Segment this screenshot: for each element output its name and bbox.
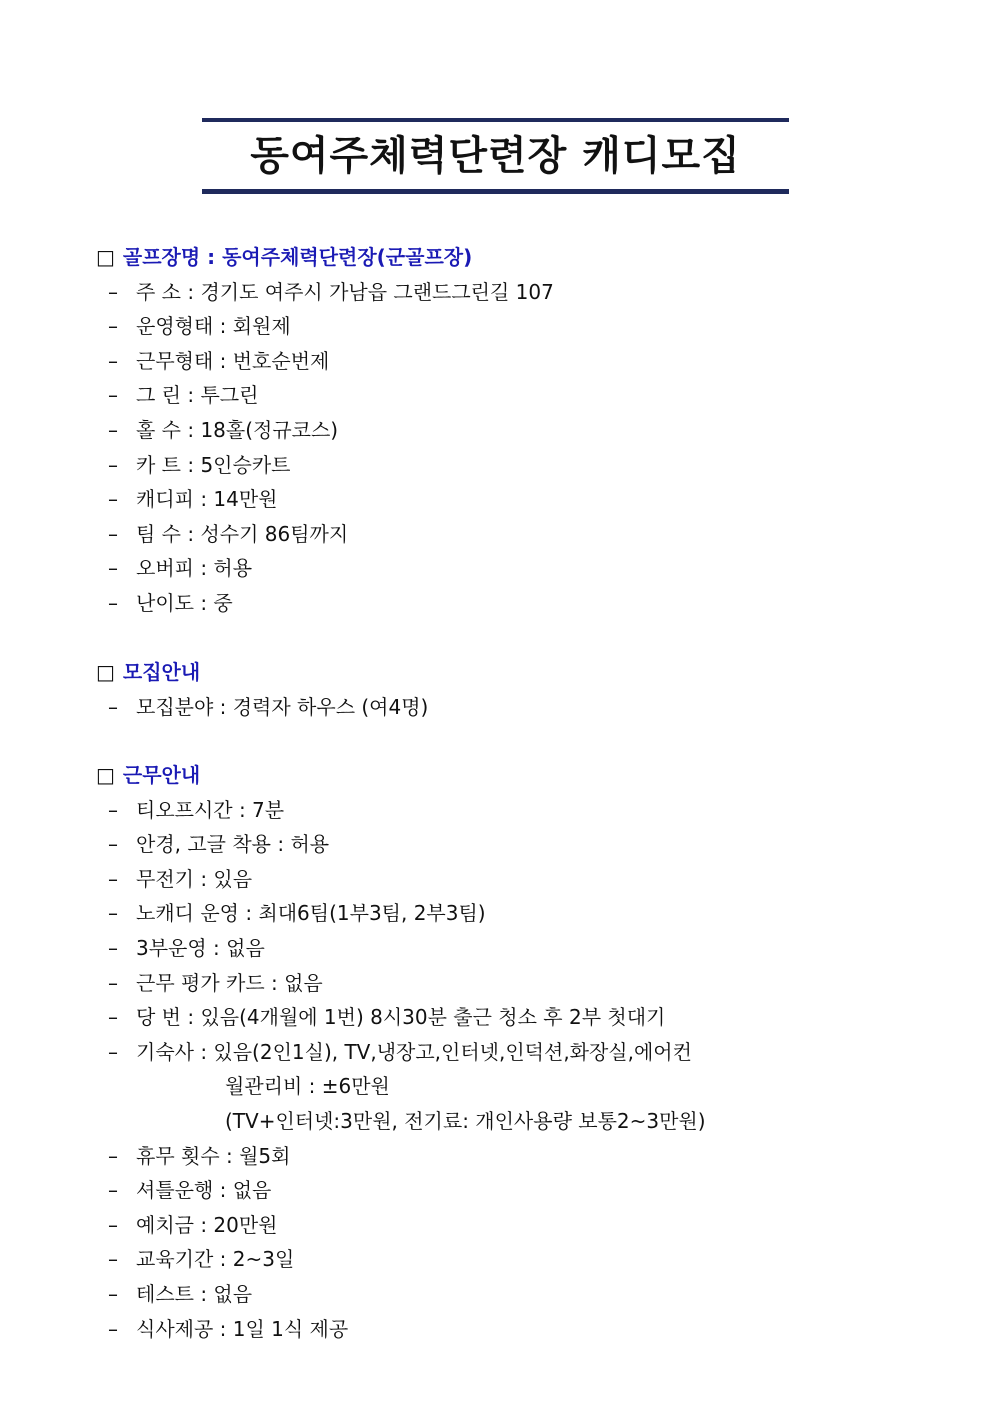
list-item-text: 예치금 : 20만원 xyxy=(136,1212,278,1237)
list-item xyxy=(96,896,896,931)
list-item-text: 운영형태 : 회원제 xyxy=(136,314,291,339)
dash-bullet-icon: – xyxy=(108,1247,118,1272)
list-item xyxy=(96,551,896,586)
list-item xyxy=(96,793,896,828)
list-item-text: 노캐디 운영 : 최대6팀(1부3팀, 2부3팀) xyxy=(136,901,486,926)
list-item xyxy=(96,1312,896,1347)
section-heading xyxy=(96,240,896,275)
list-item xyxy=(96,1000,896,1035)
dormitory-fee-detail-line: (TV+인터넷:3만원, 전기료: 개인사용량 보통2~3만원) xyxy=(225,1108,706,1133)
list-item xyxy=(96,1139,896,1174)
list-item-text: 테스트 : 없음 xyxy=(136,1281,253,1306)
list-item-text: 안경, 고글 착용 : 허용 xyxy=(136,832,330,857)
list-item xyxy=(96,275,896,310)
dash-bullet-icon: – xyxy=(108,866,118,891)
list-item xyxy=(96,482,896,517)
dormitory-fee-line: 월관리비 : ±6만원 xyxy=(225,1074,390,1099)
dash-bullet-icon: – xyxy=(108,452,118,477)
dash-bullet-icon: – xyxy=(108,1143,118,1168)
list-item-text: 그 린 : 투그린 xyxy=(136,383,259,408)
dash-bullet-icon: – xyxy=(108,832,118,857)
dash-bullet-icon: – xyxy=(108,590,118,615)
list-item xyxy=(96,413,896,448)
list-item xyxy=(96,1035,896,1070)
list-item xyxy=(96,378,896,413)
list-item-text: 팀 수 : 성수기 86팀까지 xyxy=(136,521,349,546)
dash-bullet-icon: – xyxy=(108,314,118,339)
section-heading xyxy=(96,655,896,690)
dash-bullet-icon: – xyxy=(108,970,118,995)
dash-bullet-icon: – xyxy=(108,417,118,442)
section-heading-text: 근무안내 xyxy=(122,763,201,787)
list-item-text: 주 소 : 경기도 여주시 가남읍 그랜드그린길 107 xyxy=(136,279,554,304)
list-item-text: 근무형태 : 번호순번제 xyxy=(136,348,330,373)
dash-bullet-icon: – xyxy=(108,1316,118,1341)
list-item-text: 난이도 : 중 xyxy=(136,590,233,615)
list-item xyxy=(96,827,896,862)
section-golf-course xyxy=(96,240,896,621)
section-heading-text: 모집안내 xyxy=(122,660,201,684)
dash-bullet-icon: – xyxy=(108,383,118,408)
dash-bullet-icon: – xyxy=(108,1178,118,1203)
list-item xyxy=(96,966,896,1001)
list-item-text: 무전기 : 있음 xyxy=(136,866,253,891)
section-work-info xyxy=(96,758,896,1346)
list-item-text: 당 번 : 있음(4개월에 1번) 8시30분 출근 청소 후 2부 첫대기 xyxy=(136,1005,666,1030)
title-bottom-rule xyxy=(202,189,789,194)
list-item xyxy=(96,862,896,897)
list-item-text: 기숙사 : 있음(2인1실), TV,냉장고,인터넷,인덕션,화장실,에어컨 xyxy=(136,1039,692,1064)
list-item xyxy=(96,309,896,344)
list-item-text: 티오프시간 : 7분 xyxy=(136,797,285,822)
list-item xyxy=(96,690,896,725)
list-item-text: 홀 수 : 18홀(정규코스) xyxy=(136,417,339,442)
title-top-rule xyxy=(202,118,789,122)
list-item xyxy=(96,448,896,483)
page-title: 동여주체력단련장 캐디모집 xyxy=(250,133,741,179)
list-item-text: 캐디피 : 14만원 xyxy=(136,487,278,512)
dash-bullet-icon: – xyxy=(108,1005,118,1030)
dash-bullet-icon: – xyxy=(108,1212,118,1237)
list-item-text: 오버피 : 허용 xyxy=(136,556,253,581)
section-heading-text: 골프장명 : 동여주체력단련장(군골프장) xyxy=(122,245,473,269)
list-item xyxy=(96,1277,896,1312)
dash-bullet-icon: – xyxy=(108,521,118,546)
list-item xyxy=(96,931,896,966)
checkbox-square-icon: □ xyxy=(96,245,115,269)
list-item-text: 카 트 : 5인승카트 xyxy=(136,452,291,477)
dash-bullet-icon: – xyxy=(108,556,118,581)
list-item-text: 식사제공 : 1일 1식 제공 xyxy=(136,1316,349,1341)
checkbox-square-icon: □ xyxy=(96,763,115,787)
dash-bullet-icon: – xyxy=(108,935,118,960)
dash-bullet-icon: – xyxy=(108,694,118,719)
dash-bullet-icon: – xyxy=(108,1039,118,1064)
list-item xyxy=(96,586,896,621)
list-item-text: 근무 평가 카드 : 없음 xyxy=(136,970,323,995)
dash-bullet-icon: – xyxy=(108,797,118,822)
title-block xyxy=(202,118,789,196)
list-item-text: 교육기간 : 2~3일 xyxy=(136,1247,295,1272)
section-heading xyxy=(96,758,896,793)
list-item-text: 모집분야 : 경력자 하우스 (여4명) xyxy=(136,694,429,719)
dash-bullet-icon: – xyxy=(108,348,118,373)
checkbox-square-icon: □ xyxy=(96,660,115,684)
dash-bullet-icon: – xyxy=(108,487,118,512)
list-item xyxy=(96,517,896,552)
section-recruitment xyxy=(96,655,896,724)
list-item xyxy=(96,1173,896,1208)
list-item xyxy=(96,1208,896,1243)
list-item-text: 셔틀운행 : 없음 xyxy=(136,1178,272,1203)
dash-bullet-icon: – xyxy=(108,1281,118,1306)
dash-bullet-icon: – xyxy=(108,279,118,304)
list-item xyxy=(96,344,896,379)
dash-bullet-icon: – xyxy=(108,901,118,926)
list-item-text: 휴무 횟수 : 월5회 xyxy=(136,1143,291,1168)
list-item-text: 3부운영 : 없음 xyxy=(136,935,265,960)
list-item xyxy=(96,1242,896,1277)
